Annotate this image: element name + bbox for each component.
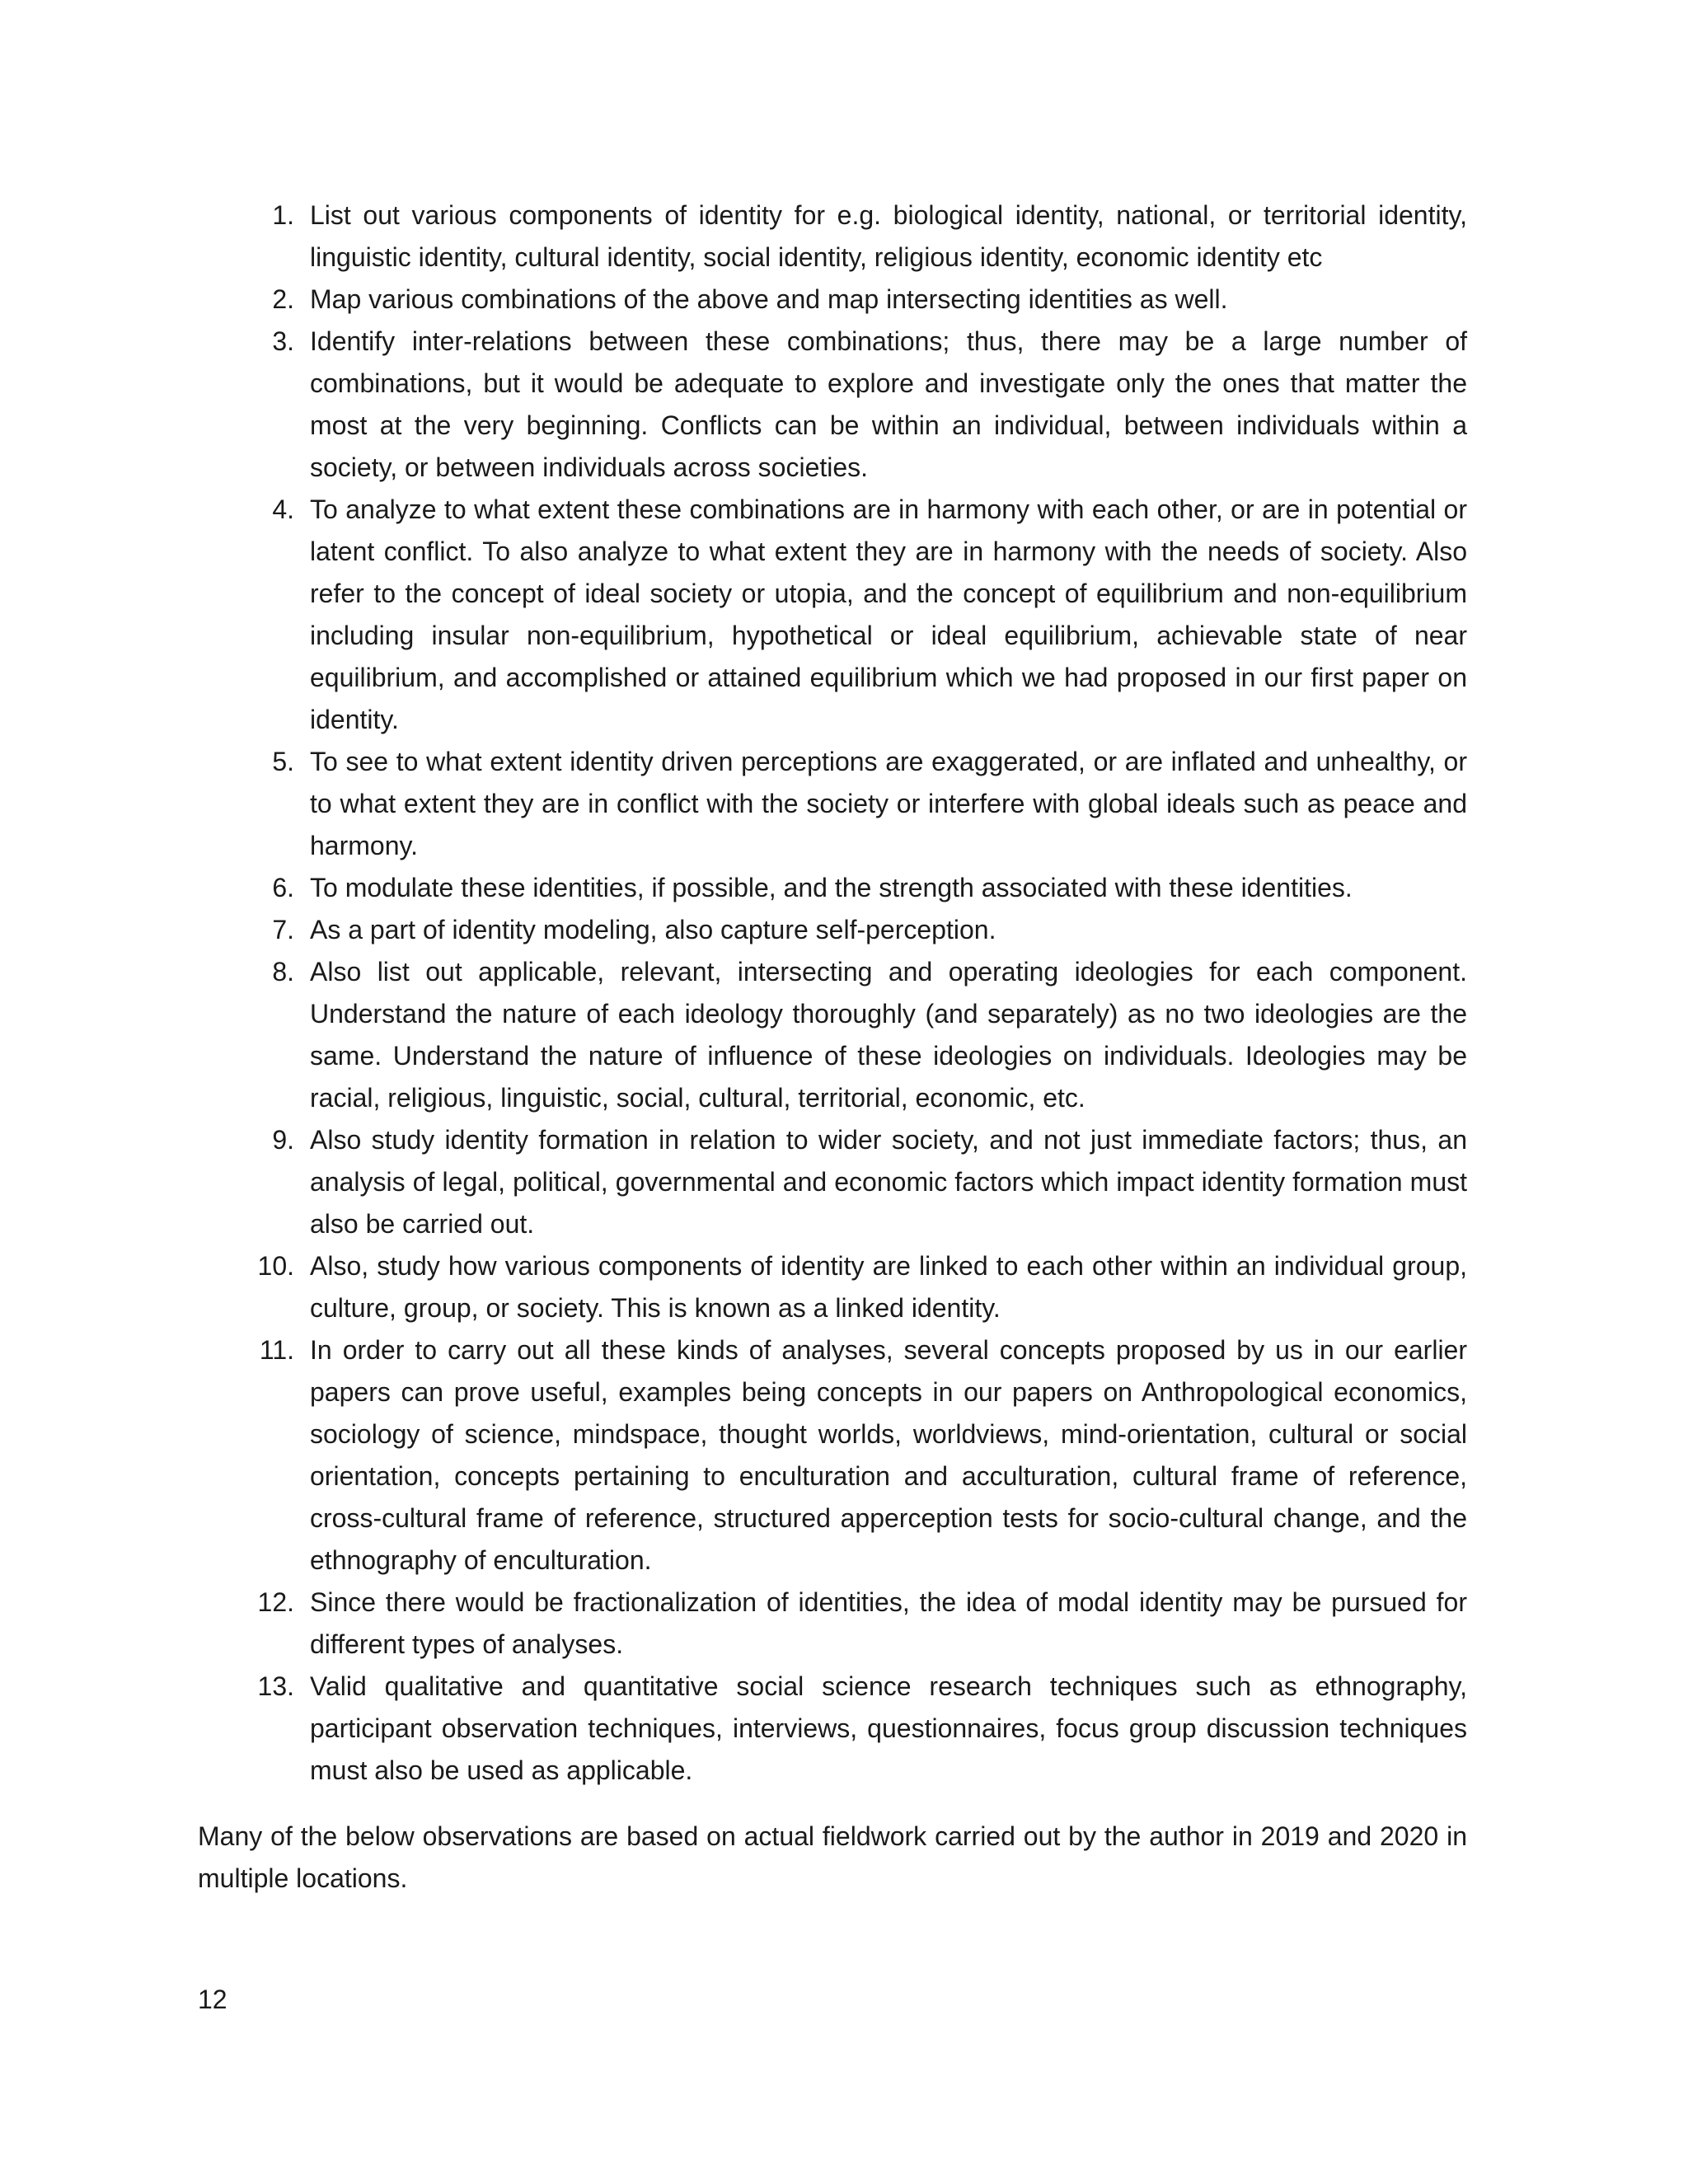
page-content <box>198 194 1467 1900</box>
list-item <box>198 1582 1467 1666</box>
list-item <box>198 1329 1467 1582</box>
list-item <box>198 194 1467 279</box>
list-item-number: 8. <box>272 957 294 987</box>
list-item <box>198 741 1467 867</box>
list-item-number: 6. <box>272 873 294 902</box>
list-item-text: As a part of identity modeling, also capture self-perception. <box>310 915 996 944</box>
list-item-text: To analyze to what extent these combinations are in harmony with each other, or are in potential or latent conflict. To also analyze to what extent they are in harmony with the needs of society. Also refer to the concept of ideal society or utopia, and the concept of equilibrium and non-equilibrium including insular non-equilibrium, hypothetical or ideal equilibrium, achievable state of near equilibrium, and accomplished or attained equilibrium which we had proposed in our first paper on identity. <box>310 494 1467 734</box>
list-item-text: Also list out applicable, relevant, intersecting and operating ideologies for each component. Understand the nature of each ideology thoroughly (and separately) as no two ideologies are the same. Understand the nature of influence of these ideologies on individuals. Ideologies may be racial, religious, linguistic, social, cultural, territorial, economic, etc. <box>310 957 1467 1113</box>
list-item-text: List out various components of identity for e.g. biological identity, national, or territorial identity, linguistic identity, cultural identity, social identity, religious identity, economic identity etc <box>310 200 1467 272</box>
list-item-number: 5. <box>272 747 294 776</box>
list-item-number: 2. <box>272 284 294 314</box>
list-item-number: 12. <box>257 1587 294 1617</box>
list-item <box>198 279 1467 321</box>
list-item-number: 9. <box>272 1125 294 1155</box>
list-item <box>198 909 1467 951</box>
list-item-text: Also study identity formation in relation to wider society, and not just immediate factors; thus, an analysis of legal, political, governmental and economic factors which impact identity formation must also be carried out. <box>310 1125 1467 1239</box>
list-item <box>198 489 1467 741</box>
list-item-number: 1. <box>272 200 294 230</box>
list-item <box>198 1119 1467 1245</box>
numbered-list <box>198 194 1467 1792</box>
list-item-number: 11. <box>259 1335 294 1365</box>
fieldwork-paragraph: Many of the below observations are based on actual fieldwork carried out by the author in 2019 and 2020 in multiple locations. <box>198 1821 1467 1893</box>
list-item <box>198 1666 1467 1792</box>
list-item-number: 13. <box>257 1671 294 1701</box>
list-item <box>198 1245 1467 1329</box>
list-item-number: 3. <box>272 326 294 356</box>
list-item-number: 7. <box>272 915 294 944</box>
list-item-text: Identify inter-relations between these combinations; thus, there may be a large number of combinations, but it would be adequate to explore and investigate only the ones that matter the most at the very beginning. Conflicts can be within an individual, between individuals within a society, or between individuals across societies. <box>310 326 1467 482</box>
list-item-text: To see to what extent identity driven perceptions are exaggerated, or are inflated and unhealthy, or to what extent they are in conflict with the society or interfere with global ideals such as peace and harmony. <box>310 747 1467 860</box>
list-item-number: 4. <box>272 494 294 524</box>
list-item-text: Valid qualitative and quantitative social science research techniques such as ethnography, participant observation techniques, interviews, questionnaires, focus group discussion techniques must also be used as applicable. <box>310 1671 1467 1785</box>
page-number: 12 <box>198 1985 227 2014</box>
list-item-text: Map various combinations of the above and map intersecting identities as well. <box>310 284 1228 314</box>
list-item-text: Since there would be fractionalization of identities, the idea of modal identity may be pursued for different types of analyses. <box>310 1587 1467 1659</box>
list-item-text: In order to carry out all these kinds of analyses, several concepts proposed by us in our earlier papers can prove useful, examples being concepts in our papers on Anthropological economics, sociology of science, mindspace, thought worlds, worldviews, mind-orientation, cultural or social orientation, concepts pertaining to enculturation and acculturation, cultural frame of reference, cross-cultural frame of reference, structured apperception tests for socio-cultural change, and the ethnography of enculturation. <box>310 1335 1467 1575</box>
list-item-text: To modulate these identities, if possible, and the strength associated with these identities. <box>310 873 1353 902</box>
list-item <box>198 321 1467 489</box>
list-item-text: Also, study how various components of identity are linked to each other within an individual group, culture, group, or society. This is known as a linked identity. <box>310 1251 1467 1323</box>
list-item <box>198 951 1467 1119</box>
list-item <box>198 867 1467 909</box>
list-item-number: 10. <box>257 1251 294 1281</box>
